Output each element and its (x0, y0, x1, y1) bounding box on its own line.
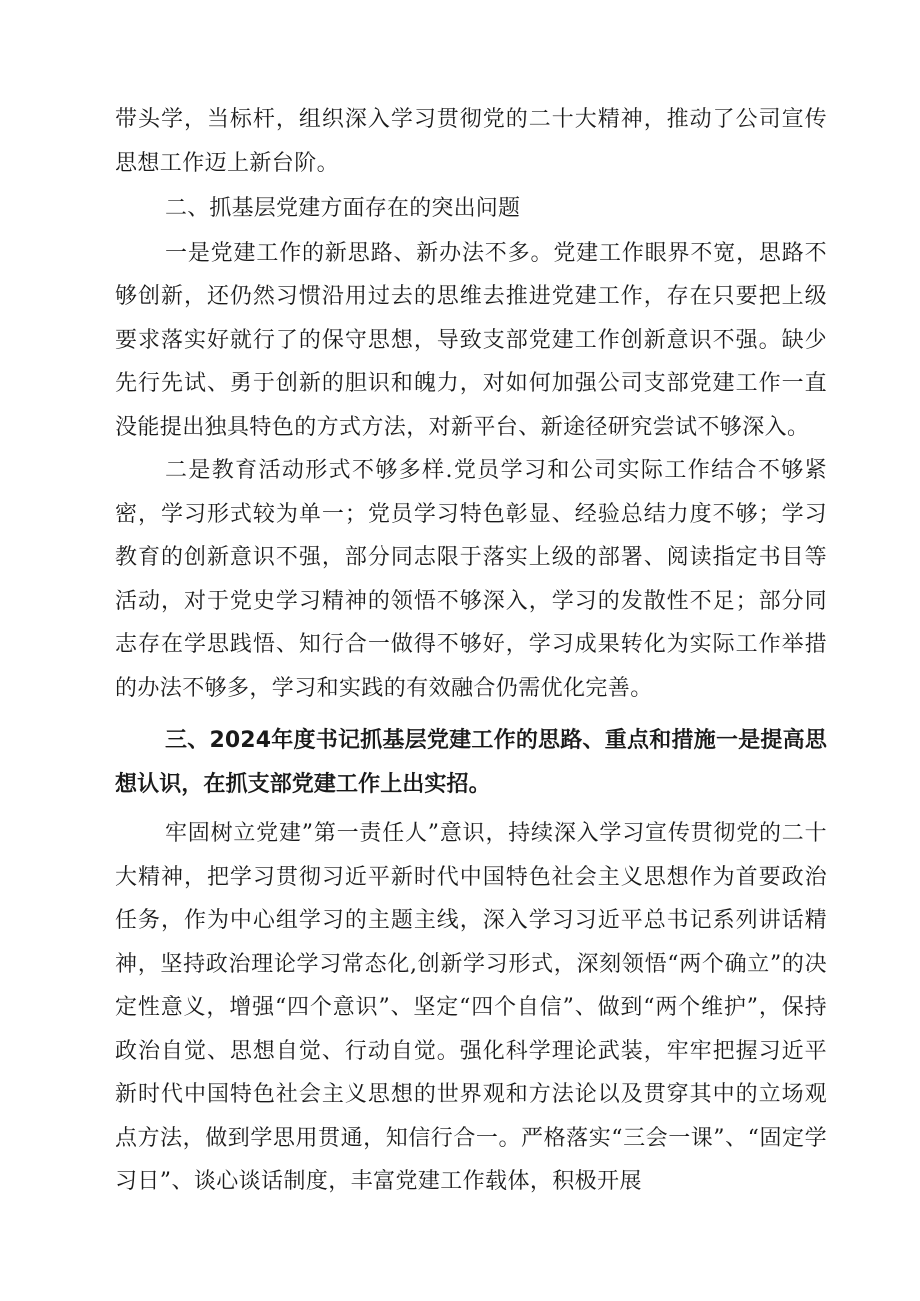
section-heading-problems: 二、抓基层党建方面存在的突出问题 (165, 196, 521, 221)
paragraph-problem-two: 二是教育活动形式不够多样.党员学习和公司实际工作结合不够紧密，学习形式较为单一；党员学习特色彰显、经验总结力度不够；学习教育的创新意识不强，部分同志限于落实上级的部署、阅读指定书目等活动，对于党史学习精神的领悟不够深入，学习的发散性不足；部分同志存在学思践悟、知行合一做得不够好，学习成果转化为实际工作举措的办法不够多，学习和实践的有效融合仍需优化完善。 (115, 458, 827, 701)
paragraph-continuation: 带头学，当标杆，组织深入学习贯彻党的二十大精神，推动了公司宣传思想工作迈上新台阶。 (115, 107, 827, 176)
paragraph-problem-one: 一是党建工作的新思路、新办法不多。党建工作眼界不宽，思路不够创新，还仍然习惯沿用过去的思维去推进党建工作，存在只要把上级要求落实好就行了的保守思想，导致支部党建工作创新意识不强。缺少先行先试、勇于创新的胆识和魄力，对如何加强公司支部党建工作一直没能提出独具特色的方式方法，对新平台、新途径研究尝试不够深入。 (115, 240, 827, 440)
document-body (115, 98, 827, 1204)
paragraph-plan-detail: 牢固树立党建”第一责任人”意识，持续深入学习宣传贯彻党的二十大精神，把学习贯彻习近平新时代中国特色社会主义思想作为首要政治任务，作为中心组学习的主题主线，深入学习习近平总书记系列讲话精神，坚持政治理论学习常态化,创新学习形式，深刻领悟“两个确立”的决定性意义，增强“四个意识”、坚定“四个自信”、做到“两个维护”，保持政治自觉、思想自觉、行动自觉。强化科学理论武装，牢牢把握习近平新时代中国特色社会主义思想的世界观和方法论以及贯穿其中的立场观点方法，做到学思用贯通，知信行合一。严格落实“三会一课”、“固定学习日”、谈心谈话制度，丰富党建工作载体，积极开展 (115, 821, 827, 1194)
section-heading-plan: 三、2024年度书记抓基层党建工作的思路、重点和措施一是提高思想认识，在抓支部党建工作上出实招。 (115, 728, 827, 797)
